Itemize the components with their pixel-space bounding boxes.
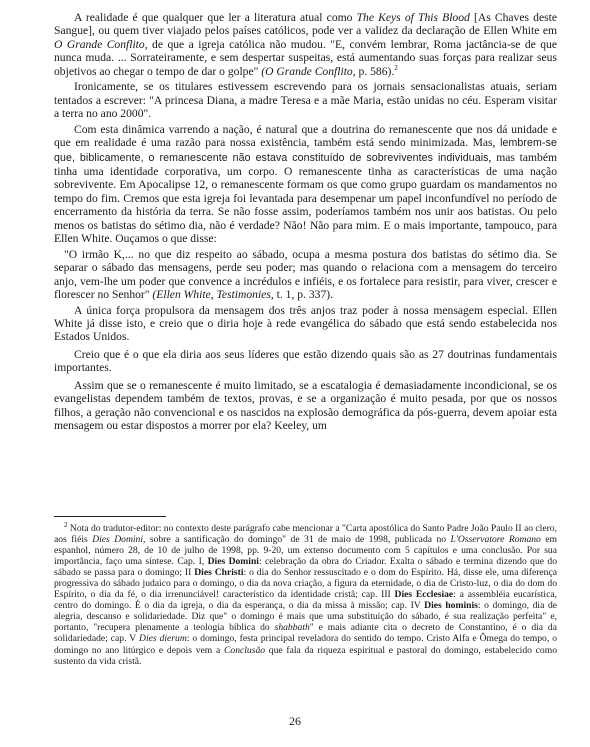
text-run: [As Chaves deste Sangue], ou quem tiver viajado pelos países católicos, pode ver a validez da declaração de Ellen White em bbox=[54, 11, 557, 38]
footnote-marker: 2 bbox=[394, 63, 398, 72]
text-run: " e mais adiante cita o decreto de Constantino, é o dia da solidariedade; cap. V bbox=[54, 622, 557, 645]
text-run: , bbox=[210, 288, 217, 302]
text-run: Com esta dinâmica varrendo a nação, é natural que a doutrina do remanescente que nos dá unidade e que em realidade é uma razão para nossa existência, também está sendo minimizada. Mas, bbox=[54, 122, 557, 150]
text-run: , sobre a santificação do domingo" de 31 de maio de 1998, publicada no bbox=[143, 534, 451, 546]
text-run: Assim que se o remanescente é muito limitado, se a escatalogia é demasiadamente incondicional, se os evangelistas dependem também de textos, provas, e se a organização é muito pesada, por que os nossos filhos, a geração não convencional e os nascidos na explosão demográfica da pós-guerra, devem apoiar esta mensagem ou estar dispostos a morrer por ela? Keeley, um bbox=[54, 378, 557, 433]
paragraph bbox=[54, 123, 557, 246]
bold-run: Dies Domini bbox=[207, 556, 259, 568]
bold-run: Dies Christi bbox=[194, 567, 244, 579]
paragraph bbox=[54, 304, 557, 344]
text-run: , p. 586). bbox=[352, 64, 395, 78]
italic-run: Conclusão bbox=[224, 644, 266, 656]
text-run: : o dia do Senhor ressuscitado e o dom do Espírito. Há, disse ele, uma diferença progressiva do sábado judaico para o domingo, o dia da nova criação, a figura da eternidade, o dia de Cristo-luz, o dia do dom do Espírito, o dia da fé, o dia irrenunciável! característico da identidade cristã; cap. III bbox=[54, 567, 557, 601]
italic-run: (Ellen White bbox=[152, 288, 211, 302]
italic-run: Dies Domini bbox=[92, 534, 144, 546]
bold-run: Dies Ecclesiae bbox=[394, 589, 454, 601]
text-run: "O irmão K,... no que diz respeito ao sábado, ocupa a mesma postura dos batistas do sétimo dia. Se separar o sábado das mensagens, perde seu poder; mas quando o relaciona com a mensagem do terceiro anjo, vem-lhe um poder que convence a incrédulos e infiéis, e os fortalece para resistir, para viver, crescer e florescer no Senhor" bbox=[54, 247, 557, 302]
page-number: 26 bbox=[289, 714, 301, 728]
text-run: Nota do tradutor-editor: no contexto deste parágrafo cabe mencionar a "Carta apostólica do Santo Padre João Paulo II ao clero, aos fiéis bbox=[54, 523, 557, 546]
bold-run: Dies hominis bbox=[424, 600, 478, 612]
italic-run: L'Osservatore Romano bbox=[450, 534, 541, 546]
text-run: , mas também tinha uma identidade corporativa, um corpo. O remanescente tinha as características de uma nação sobrevivente. Em Apocalipse 12, o remanescente formam os que como grupo guardam os mandamentos no tempo do fim. Cremos que esta igreja foi levantada para desempenar um papel inconfundível no período de encerramento da história da terra. Se não fosse assim, poderíamos também nos unir aos batistas. Ou pelo menos os batistas do sétimo dia, não é verdade? Não! Não para mim. E o mais importante, tampouco, para Ellen White. Ouçamos o que disse: bbox=[54, 150, 557, 246]
italic-run: shabbath bbox=[274, 622, 310, 634]
text-run: , de que a igreja católica não mudou. "E, convém lembrar, Roma jactância-se de que nunca muda. ... Sorrateiramente, e sem despertar suspeitas, está aumentando suas forças para realizar seus objetivos ao chegar o tempo de dar o golpe" bbox=[54, 37, 557, 78]
paragraph bbox=[54, 248, 557, 302]
paragraph bbox=[54, 80, 557, 120]
body-text bbox=[54, 11, 557, 435]
italic-run: (O Grande Conflito bbox=[261, 64, 353, 78]
emphasis-run: lembrem-se que, biblicamente, o remanescente não estava constituído de sobreviventes individuais bbox=[54, 137, 557, 164]
italic-run: O Grande Conflito bbox=[54, 37, 145, 51]
footnote-marker: 2 bbox=[64, 520, 68, 529]
italic-run: Testimonies bbox=[216, 288, 271, 302]
footnote-paragraph bbox=[54, 520, 558, 667]
text-run: : o domingo, festa principal reveladora do sentido do tempo. Cristo Alfa e Ômega do tempo, o domingo no ano litúrgico e depois vem a bbox=[54, 633, 557, 656]
text-run: Creio que é o que ela diria aos seus líderes que estão dizendo quais são as 27 doutrinas fundamentais importantes. bbox=[54, 347, 557, 375]
text-run: : a assembléia eucarística, centro do domingo. É o dia da igreja, o dia da esperança, o dia da missa à missão; cap. IV bbox=[54, 589, 557, 612]
text-run: em espanhol, número 28, de 10 de julho de 1998, pp. 9-20, um extenso documento com 5 capítulos e uma conclusão. Por sua importância, faço uma síntese. Cap. I, bbox=[54, 534, 558, 568]
text-run: , t. 1, p. 337). bbox=[270, 288, 333, 302]
text-run: Ironicamente, se os titulares estivessem escrevendo para os jornais sensacionalistas atuais, seriam tentados a escrever: "A princesa Diana, a madre Teresa e a mãe Maria, estão unidas no céu. Esperam visitar a terra no ano 2000". bbox=[54, 80, 557, 121]
italic-run: Dies dierum bbox=[139, 633, 187, 645]
text-run: que fala da riqueza espiritual e pastoral do domingo, estabelecido como sustento da vida cristã. bbox=[54, 644, 557, 667]
italic-run: The Keys of This Blood bbox=[356, 11, 470, 24]
paragraph bbox=[54, 379, 557, 433]
text-run: : o domingo, dia de alegria, descanso e solidariedade. Diz que" o domingo é mais que uma substituição do sábado, é sua realização perfeita" e, portanto, "recupera plenamente a teologia bíblica do bbox=[54, 600, 557, 634]
paragraph bbox=[54, 348, 557, 375]
footnote bbox=[54, 520, 558, 667]
text-run: : celebração da obra do Criador. Exalta o sábado e termina dizendo que do sábado se passa para o domingo; II bbox=[54, 556, 557, 579]
paragraph bbox=[54, 11, 557, 78]
text-run: A única força propulsora da mensagem dos três anjos traz poder à nossa mensagem especial. Ellen White já disse isto, e creio que o diria hoje à rede evangélica do sábado que está sendo estabelecida nos Estados Unidos. bbox=[54, 303, 557, 344]
text-run: A realidade é que qualquer que ler a literatura atual como bbox=[74, 11, 357, 24]
footnote-separator bbox=[54, 516, 166, 517]
